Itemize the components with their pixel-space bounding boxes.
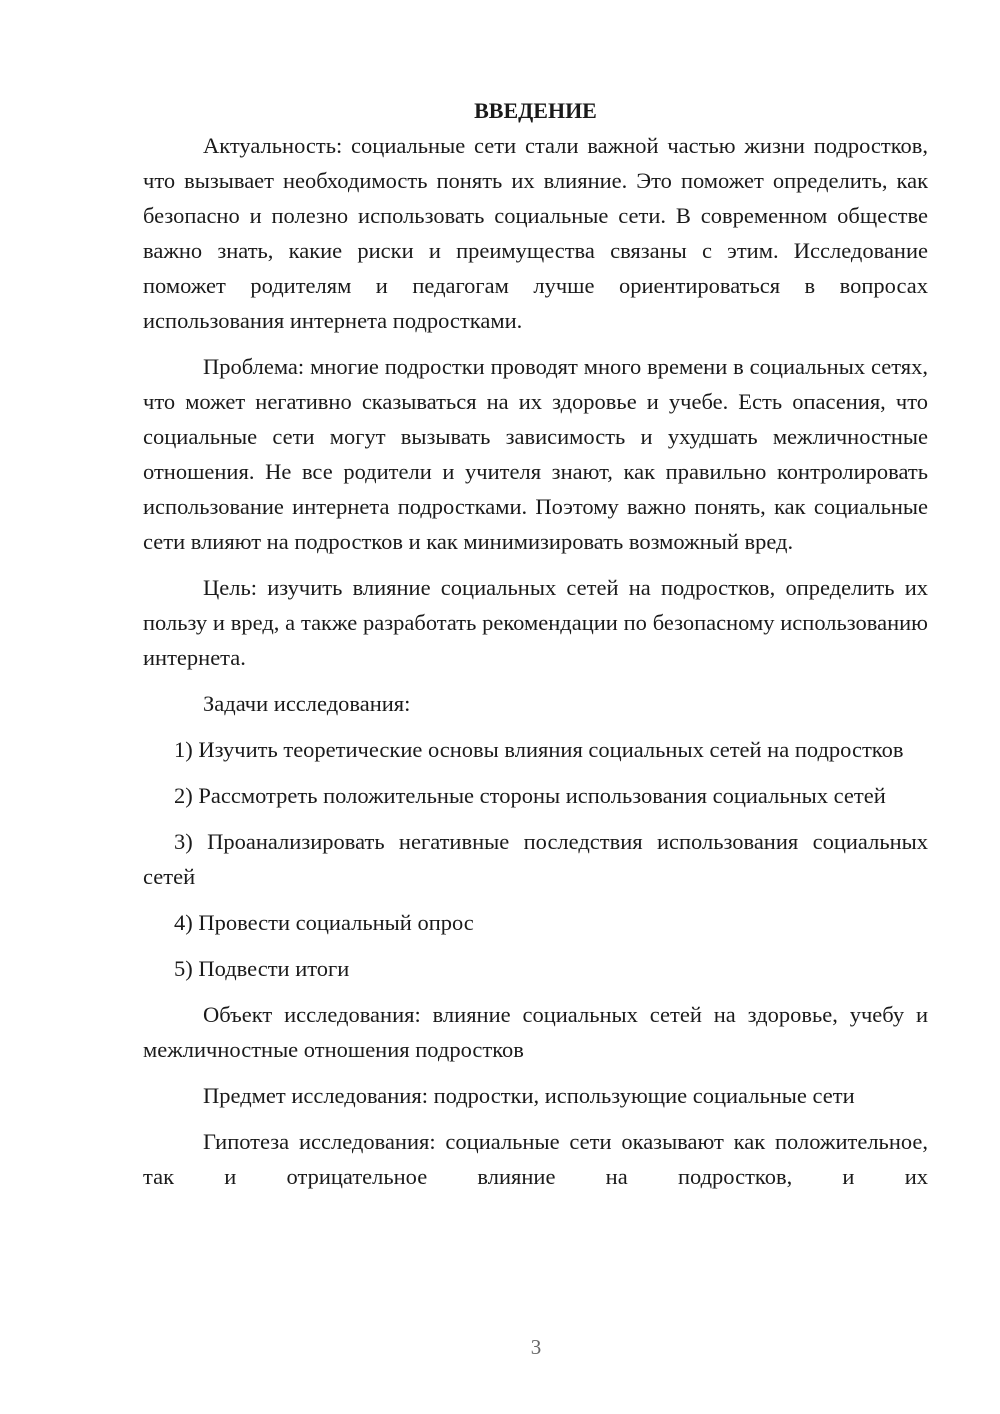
task-item-4: 4) Провести социальный опрос xyxy=(174,910,474,935)
problem-paragraph: Проблема: многие подростки проводят много времени в социальных сетях, что может негативно сказываться на их здоровье и учебе. Есть опасения, что социальные сети могут вызывать зависимость и ухудшать межличностные отношения. Не все родители и учителя знают, как правильно контролировать использование интернета подростками. Поэтому важно понять, как социальные сети влияют на подростков и как минимизировать возможный вред. xyxy=(143,354,928,554)
subject-paragraph: Предмет исследования: подростки, использующие социальные сети xyxy=(203,1083,855,1108)
task-item-3: 3) Проанализировать негативные последствия использования социальных сетей xyxy=(143,829,928,889)
task-item-5: 5) Подвести итоги xyxy=(174,956,350,981)
page-number: 3 xyxy=(530,1335,542,1359)
relevance-paragraph: Актуальность: социальные сети стали важной частью жизни подростков, что вызывает необходимость понять их влияние. Это поможет определить, как безопасно и полезно использовать социальные сети. В современном обществе важно знать, какие риски и преимущества связаны с этим. Исследование поможет родителям и педагогам лучше ориентироваться в вопросах использования интернета подростками. xyxy=(143,133,928,333)
section-heading: ВВЕДЕНИЕ xyxy=(474,98,597,123)
hypothesis-paragraph: Гипотеза исследования: социальные сети оказывают как положительное, так и отрицательное влияние на подростков, и их xyxy=(143,1129,928,1189)
task-item-2: 2) Рассмотреть положительные стороны использования социальных сетей xyxy=(174,783,886,808)
page-content xyxy=(143,93,928,1194)
goal-paragraph: Цель: изучить влияние социальных сетей на подростков, определить их пользу и вред, а также разработать рекомендации по безопасному использованию интернета. xyxy=(143,575,928,670)
tasks-heading: Задачи исследования: xyxy=(203,691,411,716)
object-paragraph: Объект исследования: влияние социальных сетей на здоровье, учебу и межличностные отношения подростков xyxy=(143,1002,928,1062)
task-item-1: 1) Изучить теоретические основы влияния социальных сетей на подростков xyxy=(174,737,904,762)
